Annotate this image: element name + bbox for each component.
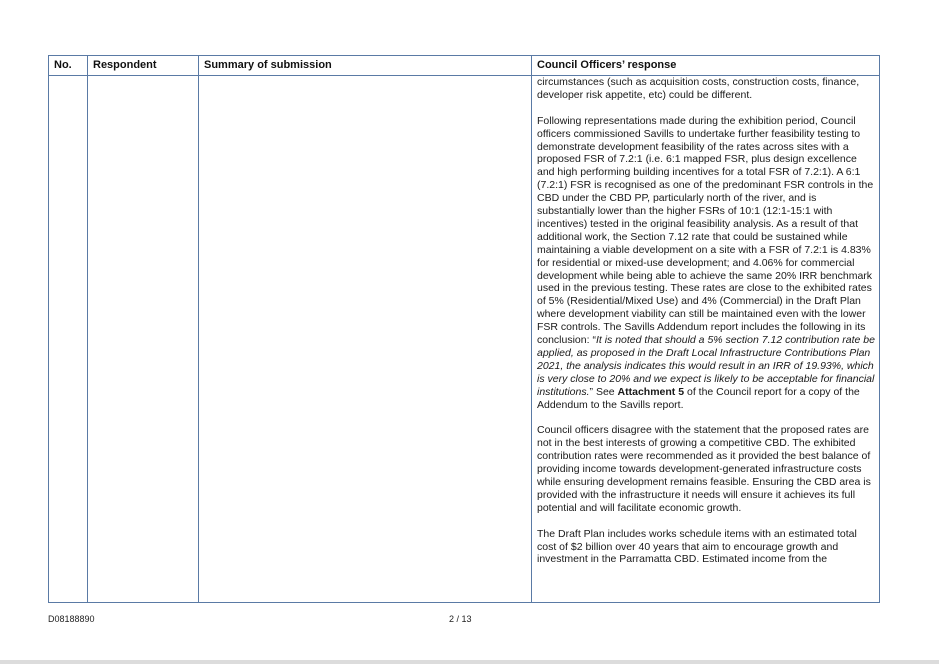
header-respondent: Respondent <box>88 56 199 76</box>
cell-summary <box>199 76 532 603</box>
cell-no <box>49 76 88 603</box>
savills-quote: It is noted that should a 5% section 7.12 contribution rate be applied, as proposed in the Draft Local Infrastructure Contributions Plan 2021, the analysis indicates this would result in an IRR of 19.93%, which is very close to 20% and we expect is likely to be acceptable for financial institutions. <box>537 334 875 398</box>
cell-respondent <box>88 76 199 603</box>
cell-response <box>532 76 880 603</box>
header-response: Council Officers’ response <box>532 56 880 76</box>
response-paragraph-2-end: of the Council report for a copy of the Addendum to the Savills report. <box>537 385 860 411</box>
response-paragraph-4: The Draft Plan includes works schedule items with an estimated total cost of $2 billion over 40 years that aim to encourage growth and investment in the Parramatta CBD. Estimated income from the <box>537 527 857 566</box>
response-paragraph-1: circumstances (such as acquisition costs, construction costs, finance, developer risk appetite, etc) could be different. <box>537 76 860 101</box>
header-no: No. <box>49 56 88 76</box>
document-id: D08188890 <box>48 614 95 624</box>
page-bottom-edge <box>0 660 939 664</box>
header-summary: Summary of submission <box>199 56 532 76</box>
response-paragraph-2-text: Following representations made during the exhibition period, Council officers commissioned Savills to undertake further feasibility testing to demonstrate development feasibility of the rates across sites with a proposed FSR of 7.2:1 (i.e. 6:1 mapped FSR, plus design excellence and high performing building incentives for a total FSR of 7.2:1). A 6:1 (7.2:1) FSR is recognised as one of the predominant FSR controls in the CBD under the CBD PP, particularly north of the river, and is substantially lower than the higher FSRs of 10:1 (12:1-15:1 with incentives) tested in the original feasibility analysis. As a result of that additional work, the Section 7.12 rate that could be sustained while maintaining a viable development on a site with a FSR of 7.2:1 is 4.83% for residential or mixed-use development; and 4.06% for commercial development while being able to achieve the same 20% IRR benchmark used in the previous testing. These rates are close to the exhibited rates of 5% (Residential/Mixed Use) and 4% (Commercial) in the Draft Plan where development viability can still be maintained even with the lower FSR controls. The Savills Addendum report includes the following in its conclusion: “ <box>537 114 874 347</box>
submissions-table <box>48 55 880 603</box>
response-paragraph-2-after-quote: ” See <box>589 385 618 398</box>
attachment-reference: Attachment 5 <box>617 385 685 398</box>
table-row <box>49 76 880 603</box>
response-text <box>532 76 879 602</box>
page-number: 2 / 13 <box>449 614 472 624</box>
response-paragraph-3: Council officers disagree with the statement that the proposed rates are not in the best interests of growing a competitive CBD. The exhibited contribution rates were recommended as it provided the best balance of providing income towards development-generated infrastructure costs while ensuring development remains feasible. Ensuring the CBD area is provided with the infrastructure it needs will ensure it achieves its full potential and will facilitate economic growth. <box>537 424 871 514</box>
table-header-row <box>49 56 880 76</box>
response-paragraph-2 <box>537 115 875 412</box>
